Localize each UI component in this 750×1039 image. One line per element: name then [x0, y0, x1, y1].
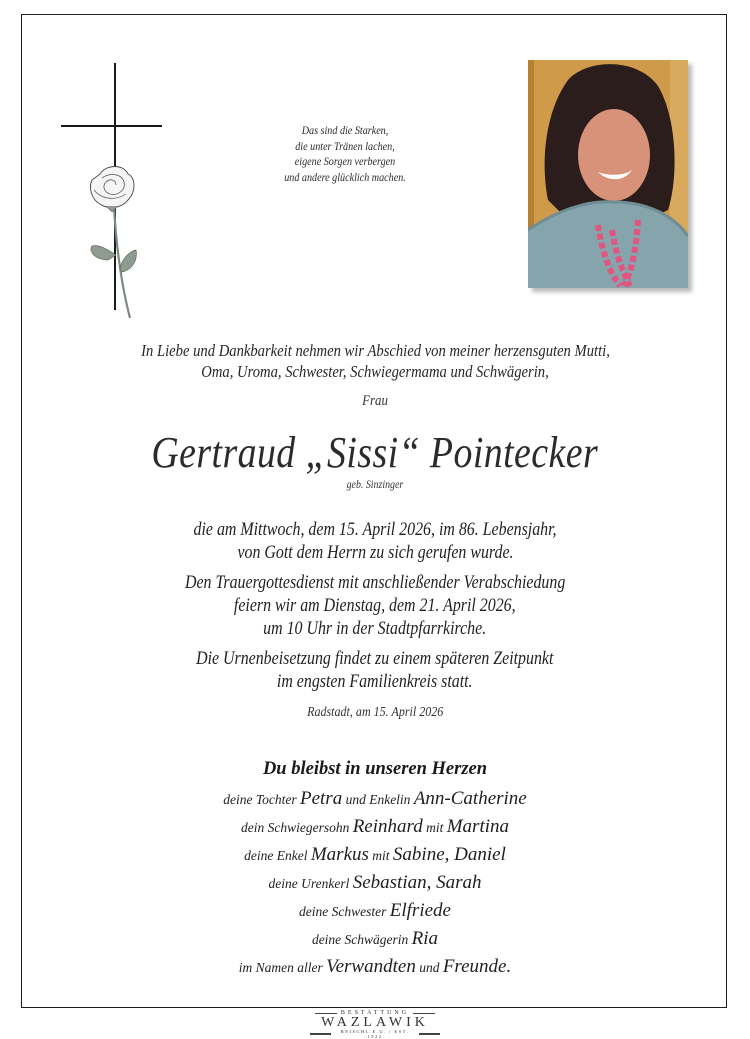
mourners-heading-text: Du bleibst in unseren Herzen [262, 759, 488, 779]
relation-text: deine Tochter [223, 792, 300, 807]
salutation [21, 393, 729, 410]
mourner-name: Markus [310, 844, 369, 865]
intro-line: In Liebe und Dankbarkeit nehmen wir Abschied von meiner herzensguten Mutti, [140, 341, 610, 360]
mourner-name: Reinhard [352, 816, 423, 837]
mourner-name: Sebastian, Sarah [352, 872, 482, 893]
relation-text: dein Schwiegersohn [240, 820, 353, 835]
burial-details [21, 648, 729, 694]
memorial-quote [235, 124, 455, 186]
funeral-home-logo [310, 1010, 440, 1039]
place-date-text: Radstadt, am 15. April 2026 [306, 705, 444, 720]
relation-text: und [415, 960, 443, 975]
paragraph-line: die am Mittwoch, dem 15. April 2026, im 86. Lebensjahr, [193, 520, 557, 540]
mourner-line [21, 925, 729, 953]
logo-top-text: BESTATTUNG [310, 1010, 440, 1016]
relation-text: deine Enkel [244, 848, 311, 863]
mourner-line [21, 953, 729, 981]
mourner-name: Freunde. [442, 956, 512, 977]
paragraph-line: feiern wir am Dienstag, dem 21. April 2026, [234, 596, 516, 616]
cross-icon-horizontal [61, 125, 162, 127]
mourners-heading [21, 759, 729, 780]
paragraph-line: um 10 Uhr in der Stadtpfarrkirche. [263, 619, 487, 639]
portrait-photo [528, 60, 688, 288]
salutation-text: Frau [362, 393, 388, 409]
service-details [21, 572, 729, 641]
paragraph-line: im engsten Familienkreis statt. [277, 672, 473, 692]
quote-line: die unter Tränen lachen, [295, 140, 395, 153]
rose-icon [70, 160, 150, 320]
intro-text [21, 340, 729, 382]
mourner-line [21, 785, 729, 813]
paragraph-line: Die Urnenbeisetzung findet zu einem späteren Zeitpunkt [196, 649, 554, 669]
maiden-name [21, 479, 729, 491]
mourner-name: Sabine, Daniel [392, 844, 506, 865]
maiden-name-text: geb. Sinzinger [346, 479, 404, 491]
mourner-line [21, 897, 729, 925]
quote-line: eigene Sorgen verbergen [294, 156, 396, 168]
quote-line: und andere glücklich machen. [284, 171, 406, 184]
death-announcement [21, 519, 729, 565]
mourner-line [21, 813, 729, 841]
relation-text: deine Urenkerl [268, 876, 353, 891]
mourner-name: Verwandten [326, 956, 416, 977]
relation-text: und Enkelin [342, 792, 414, 807]
mourner-name: Martina [446, 816, 510, 837]
relation-text: im Namen aller [238, 960, 327, 975]
paragraph-line: von Gott dem Herrn zu sich gerufen wurde. [236, 543, 514, 563]
mourner-line [21, 869, 729, 897]
deceased-name [21, 428, 729, 478]
relation-text: deine Schwester [299, 904, 390, 919]
place-date [21, 705, 729, 721]
deceased-name-text: Gertraud „Sissi“ Pointecker [151, 428, 599, 477]
paragraph-line: Den Trauergottesdienst mit anschließender Verabschiedung [184, 573, 566, 593]
mourner-name: Ria [411, 928, 439, 949]
mourner-name: Ann-Catherine [413, 788, 527, 809]
mourner-name: Elfriede [389, 900, 451, 921]
relation-text: deine Schwägerin [311, 932, 412, 947]
logo-subtitle: REISCHL E.U. | EST. 1922 [310, 1029, 440, 1039]
relation-text: mit [368, 848, 393, 863]
quote-line: Das sind die Starken, [301, 125, 389, 137]
mourners-list [21, 785, 729, 981]
mourner-line [21, 841, 729, 869]
logo-name: WAZLAWIK [321, 1015, 429, 1030]
mourner-name: Petra [299, 788, 343, 809]
relation-text: mit [422, 820, 447, 835]
intro-line: Oma, Uroma, Schwester, Schwiegermama und Schwägerin, [201, 362, 549, 381]
